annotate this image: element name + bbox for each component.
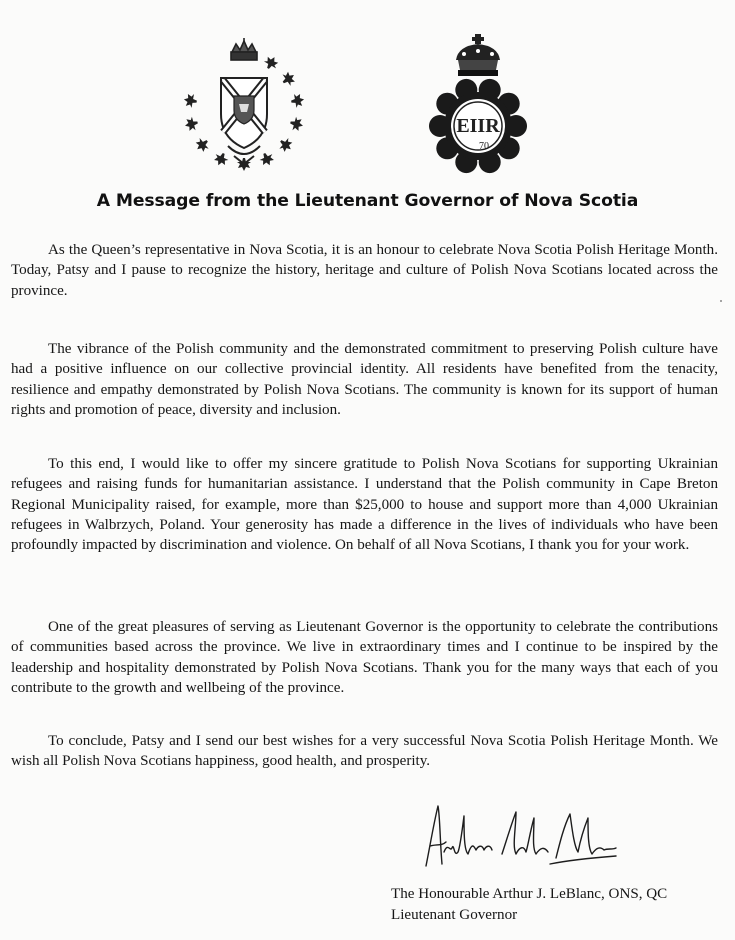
- letter-title: A Message from the Lieutenant Governor of Nova Scotia: [96, 191, 639, 211]
- lieutenant-governor-crest-icon: [176, 38, 312, 172]
- signatory-title: Lieutenant Governor: [391, 907, 518, 923]
- jubilee-number: 70: [479, 141, 489, 152]
- platinum-jubilee-emblem-icon: [428, 32, 528, 178]
- jubilee-cypher: EIIR: [456, 115, 500, 137]
- paragraph-5: To conclude, Patsy and I send our best wishes for a very successful Nova Scotia Polish Heritage Month. We wish all Polish Nova Scotians happiness, good health, and prosperity.: [11, 733, 718, 770]
- paragraph-2: The vibrance of the Polish community and the demonstrated commitment to preserving Polish culture have had a positive influence on our collective provincial identity. All residents have benefited from the tenacity, resilience and empathy demonstrated by Polish Nova Scotians. The community is known for its support of human rights and promotion of peace, diversity and inclusion.: [11, 341, 718, 418]
- scan-speck: [720, 300, 722, 302]
- paragraph-3: To this end, I would like to offer my sincere gratitude to Polish Nova Scotians for supporting Ukrainian refugees and raising funds for humanitarian assistance. I understand that the Polish community in Cape Breton Regional Municipality raised, for example, more than $25,000 to house and support more than 4,000 Ukrainian refugees in Walbrzych, Poland. Your generosity has made a difference in the lives of individuals who have been profoundly impacted by discrimination and violence. On behalf of all Nova Scotians, I thank you for your work.: [11, 456, 718, 554]
- paragraph-4: One of the great pleasures of serving as Lieutenant Governor is the opportunity to celebrate the contributions of communities based across the province. We live in extraordinary times and I continue to be inspired by the leadership and hospitality demonstrated by Polish Nova Scotians. Thank you for the many ways that each of you contribute to the growth and wellbeing of the province.: [11, 619, 718, 696]
- paragraph-1: As the Queen’s representative in Nova Scotia, it is an honour to celebrate Nova Scotia Polish Heritage Month. Today, Patsy and I pause to recognize the history, heritage and culture of Polish Nova Scotians located across the province.: [11, 242, 718, 299]
- handwritten-signature: [420, 802, 620, 874]
- signatory-name: The Honourable Arthur J. LeBlanc, ONS, QC: [391, 886, 668, 902]
